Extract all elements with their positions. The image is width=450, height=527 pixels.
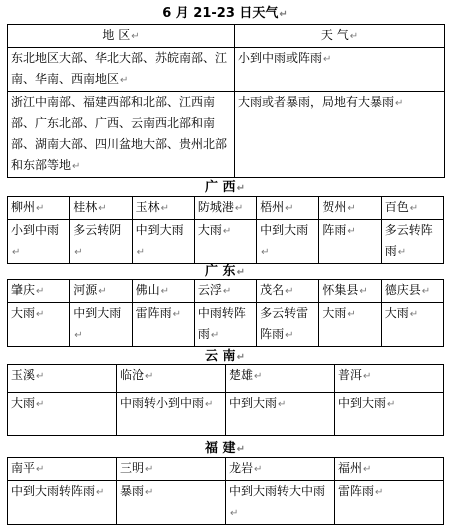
- city-cell: 贺州↵: [319, 197, 381, 220]
- return-mark-icon: ↵: [279, 9, 288, 20]
- weather-cell: 多云转雷阵雨↵: [257, 303, 319, 347]
- weather-cell: 中雨转小到中雨↵: [117, 393, 226, 436]
- weather-cell: 中到大雨转大中雨↵: [226, 481, 335, 525]
- return-mark-icon: ↵: [131, 31, 140, 42]
- region-header: 地 区↵: [8, 25, 235, 48]
- city-cell: 三明↵: [117, 458, 226, 481]
- region-weather-table: [7, 24, 445, 178]
- weather-cell: 多云转阵雨↵: [381, 220, 443, 264]
- city-cell: 柳州↵: [8, 197, 70, 220]
- weather-cell: 阵雨↵: [319, 220, 381, 264]
- guangdong-table: [7, 279, 444, 347]
- weather-row: [8, 303, 444, 347]
- title-text: 6 月 21-23 日天气: [162, 6, 279, 21]
- city-cell: 龙岩↵: [226, 458, 335, 481]
- region-cell: 浙江中南部、福建西部和北部、江西南部、广东北部、广西、云南西北部和南部、湖南大部、四川盆地大部、贵州北部和东部等地↵: [8, 92, 235, 178]
- city-cell: 玉溪↵: [8, 365, 117, 393]
- weather-cell: 大雨↵: [381, 303, 443, 347]
- city-cell: 南平↵: [8, 458, 117, 481]
- weather-cell: 中到大雨↵: [257, 220, 319, 264]
- city-cell: 桂林↵: [70, 197, 132, 220]
- weather-cell: 大雨↵: [8, 393, 117, 436]
- return-mark-icon: ↵: [395, 98, 404, 109]
- return-mark-icon: ↵: [236, 352, 245, 363]
- city-row: [8, 458, 444, 481]
- city-cell: 肇庆↵: [8, 280, 70, 303]
- city-cell: 德庆县↵: [381, 280, 443, 303]
- city-cell: 普洱↵: [335, 365, 444, 393]
- city-cell: 河源↵: [70, 280, 132, 303]
- yunnan-table: [7, 364, 444, 436]
- city-cell: 福州↵: [335, 458, 444, 481]
- return-mark-icon: ↵: [236, 267, 245, 278]
- weather-cell: 中到大雨↵: [226, 393, 335, 436]
- weather-cell: 大雨或者暴雨，局地有大暴雨↵: [235, 92, 445, 178]
- weather-cell: 中到大雨↵: [132, 220, 194, 264]
- city-row: [8, 365, 444, 393]
- city-cell: 防城港↵: [194, 197, 256, 220]
- section-title-yunnan: 云 南↵: [205, 349, 245, 364]
- return-mark-icon: ↵: [323, 54, 332, 65]
- weather-cell: 暴雨↵: [117, 481, 226, 525]
- weather-cell: 小到中雨或阵雨↵: [235, 48, 445, 92]
- return-mark-icon: ↵: [72, 161, 81, 172]
- city-cell: 楚雄↵: [226, 365, 335, 393]
- weather-cell: 大雨↵: [194, 220, 256, 264]
- weather-cell: 多云转阴↵: [70, 220, 132, 264]
- section-title-fujian: 福 建↵: [205, 441, 245, 456]
- weather-cell: 大雨↵: [319, 303, 381, 347]
- table-row: [8, 48, 445, 92]
- return-mark-icon: ↵: [120, 75, 129, 86]
- region-cell: 东北地区大部、华北大部、苏皖南部、江南、华南、西南地区↵: [8, 48, 235, 92]
- weather-cell: 中雨转阵雨↵: [194, 303, 256, 347]
- city-row: [8, 280, 444, 303]
- weather-cell: 雷阵雨↵: [335, 481, 444, 525]
- section-title-guangxi: 广 西↵: [205, 180, 245, 195]
- weather-row: [8, 481, 444, 525]
- city-row: [8, 197, 444, 220]
- weather-cell: 小到中雨↵: [8, 220, 70, 264]
- guangxi-table: [7, 196, 444, 264]
- weather-cell: 大雨↵: [8, 303, 70, 347]
- weather-row: [8, 393, 444, 436]
- table-header-row: [8, 25, 445, 48]
- city-cell: 云浮↵: [194, 280, 256, 303]
- weather-cell: 雷阵雨↵: [132, 303, 194, 347]
- city-cell: 佛山↵: [132, 280, 194, 303]
- weather-header: 天 气↵: [235, 25, 445, 48]
- city-cell: 茂名↵: [257, 280, 319, 303]
- weather-cell: 中到大雨转阵雨↵: [8, 481, 117, 525]
- section-title-guangdong: 广 东↵: [205, 264, 245, 279]
- city-cell: 玉林↵: [132, 197, 194, 220]
- return-mark-icon: ↵: [236, 183, 245, 194]
- fujian-table: [7, 457, 444, 525]
- return-mark-icon: ↵: [349, 31, 359, 42]
- city-cell: 临沧↵: [117, 365, 226, 393]
- weather-cell: 中到大雨↵: [335, 393, 444, 436]
- table-row: [8, 92, 445, 178]
- return-mark-icon: ↵: [236, 444, 245, 455]
- city-cell: 百色↵: [381, 197, 443, 220]
- city-cell: 怀集县↵: [319, 280, 381, 303]
- page-title: [0, 2, 450, 21]
- city-cell: 梧州↵: [257, 197, 319, 220]
- weather-row: [8, 220, 444, 264]
- weather-cell: 中到大雨↵: [70, 303, 132, 347]
